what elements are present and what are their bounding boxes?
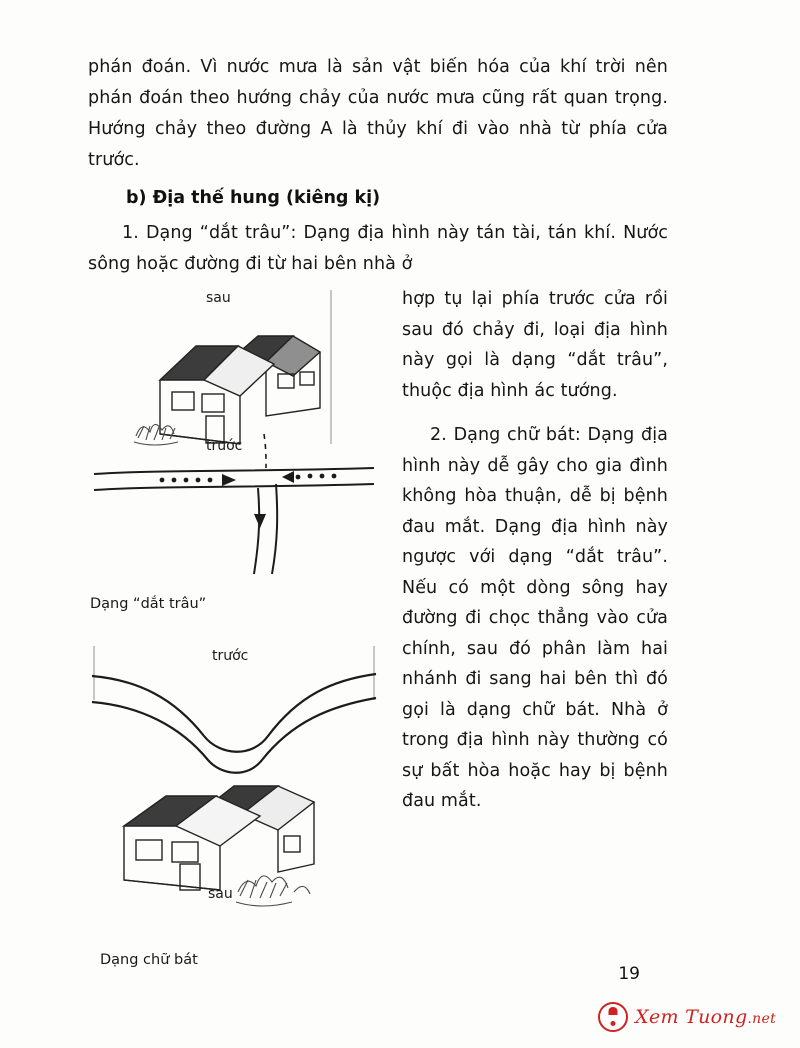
road-illustration — [94, 434, 374, 574]
paragraph-continuation: phán đoán. Vì nước mưa là sản vật biến hóa của khí trời nên phán đoán theo hướng chảy của nước mưa cũng rất quan trọng. Hướng chảy theo đường A là thủy khí đi vào nhà từ phía cửa trước. — [88, 57, 668, 170]
page-number: 19 — [618, 964, 640, 984]
watermark-text — [635, 1006, 776, 1028]
page-content — [88, 52, 668, 970]
paragraph-item-1-continued: hợp tụ lại phía trước cửa rồi sau đó chảy đi, loại địa hình này gọi là dạng “dắt trâu”, thuộc địa hình ác tướng. — [402, 289, 668, 401]
illustrated-region — [88, 284, 668, 970]
road-illustration — [92, 674, 376, 773]
bush-illustration — [134, 424, 178, 445]
yin-yang-icon — [598, 1002, 628, 1032]
figure-label-front: trước — [206, 438, 243, 454]
paragraph-item-2: 2. Dạng chữ bát: Dạng địa hình này dễ gây cho gia đình không hòa thuận, dễ bị bệnh đau mắt. Dạng địa hình này ngược với dạng “dắt trâu”. Nếu có một dòng sông hay đường đi chọc thẳng vào cửa chính, sau đó phân làm hai nhánh đi sang hai bên thì đó gọi là dạng chữ bát. Nhà ở trong địa hình này thường có sự bất hòa hoặc hay bị bệnh đau mắt. — [402, 425, 668, 811]
paragraph-item-1: 1. Dạng “dắt trâu”: Dạng địa hình này tán tài, tán khí. Nước sông hoặc đường đi từ hai bên nhà ở — [88, 223, 668, 274]
bush-illustration — [236, 876, 310, 906]
flow-arrows — [160, 471, 337, 528]
figure-chu-bat — [88, 640, 380, 940]
watermark-domain: .net — [747, 1011, 776, 1027]
text-column-right — [402, 284, 668, 817]
figure-label-back: sau — [208, 886, 233, 902]
figure-label-back: sau — [206, 290, 231, 306]
section-heading-b: b) Địa thế hung (kiêng kị) — [126, 188, 381, 208]
figure-column — [88, 284, 388, 970]
figure-caption-dat-trau: Dạng “dắt trâu” — [90, 596, 207, 612]
watermark-name: Xem Tuong — [635, 1006, 748, 1028]
figure-label-front: trước — [212, 648, 249, 664]
house-illustration — [160, 336, 320, 444]
figure-dat-trau — [88, 284, 380, 584]
figure-caption-chu-bat: Dạng chữ bát — [100, 952, 198, 968]
house-illustration — [124, 786, 314, 890]
watermark — [598, 1002, 776, 1032]
